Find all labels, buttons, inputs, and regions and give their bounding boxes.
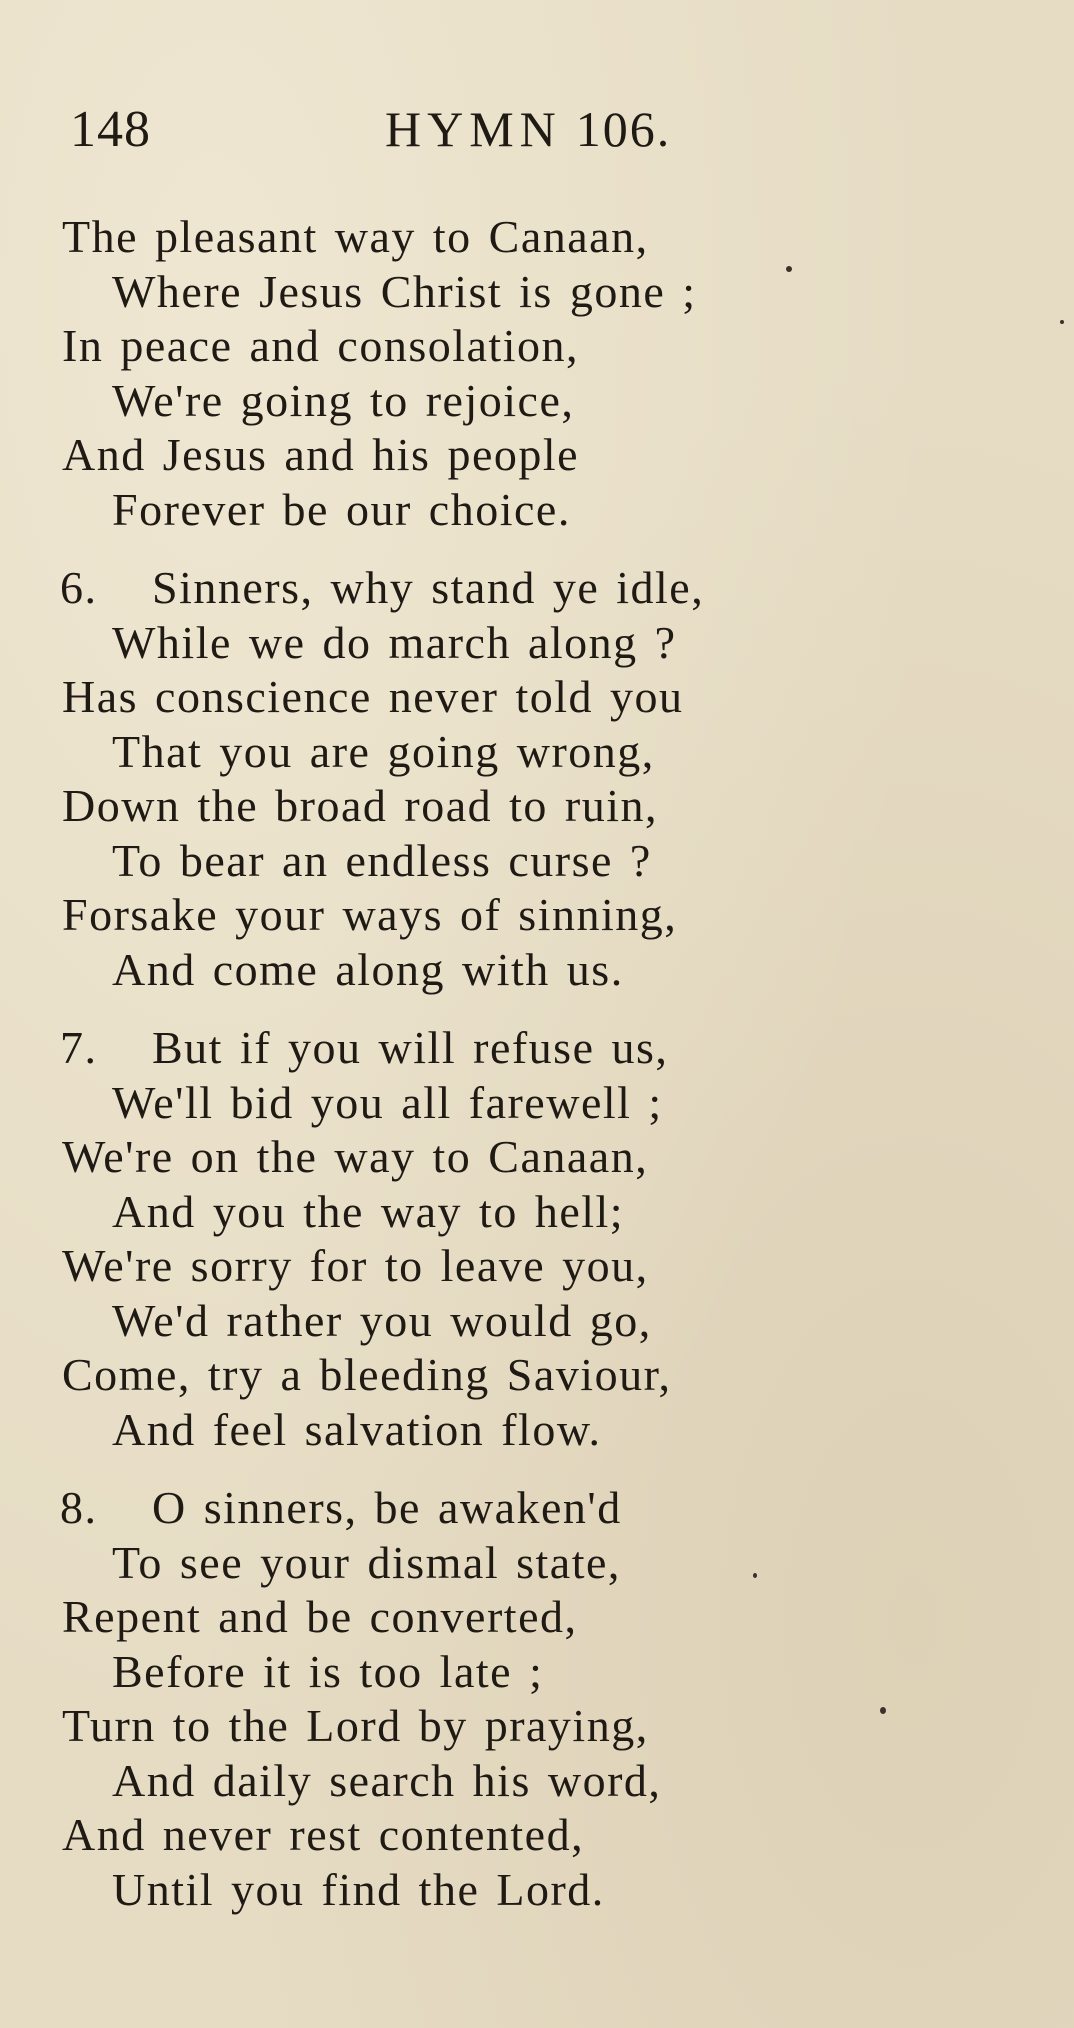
hymn-number: 106. xyxy=(575,101,672,157)
stanza-7 xyxy=(0,1021,1074,1457)
stanza-8 xyxy=(0,1481,1074,1917)
verse-line: And daily search his word, xyxy=(112,1754,662,1806)
hymn-heading xyxy=(385,100,671,158)
page-header xyxy=(70,100,690,170)
verse-line: The pleasant way to Canaan, xyxy=(62,211,649,262)
ink-speck xyxy=(753,1573,757,1578)
stanza-number: 7. xyxy=(60,1022,98,1073)
verse-line: And feel salvation flow. xyxy=(112,1403,602,1455)
hymn-body xyxy=(0,210,1074,1941)
verse-line: Repent and be converted, xyxy=(62,1591,578,1642)
verse-line: 8. O sinners, be awaken'd xyxy=(0,1481,1074,1536)
verse-line: We'll bid you all farewell ; xyxy=(112,1076,663,1128)
ink-speck xyxy=(1060,320,1064,324)
verse-line: And you the way to hell; xyxy=(112,1185,625,1237)
ink-speck xyxy=(880,1707,886,1714)
verse-line: We're on the way to Canaan, xyxy=(62,1131,649,1182)
verse-line: We're sorry for to leave you, xyxy=(62,1240,649,1291)
stanza-continued xyxy=(0,210,1074,537)
verse-line: And never rest contented, xyxy=(62,1809,585,1860)
verse-line: Down the broad road to ruin, xyxy=(62,780,658,831)
verse-line: Turn to the Lord by praying, xyxy=(62,1700,649,1751)
verse-line: We'd rather you would go, xyxy=(112,1294,652,1346)
verse-line: Forever be our choice. xyxy=(112,483,571,535)
page-number: 148 xyxy=(70,101,151,158)
verse-line: To see your dismal state, xyxy=(112,1536,621,1588)
verse-line: Come, try a bleeding Saviour, xyxy=(62,1349,672,1400)
verse-line: And come along with us. xyxy=(112,943,624,995)
verse-line: That you are going wrong, xyxy=(112,725,655,777)
verse-line: 7. But if you will refuse us, xyxy=(0,1021,1074,1076)
verse-line: Has conscience never told you xyxy=(62,671,684,722)
stanza-number: 6. xyxy=(60,562,98,613)
verse-line: To bear an endless curse ? xyxy=(112,834,652,886)
verse-line: We're going to rejoice, xyxy=(112,374,575,426)
stanza-6 xyxy=(0,561,1074,997)
verse-line: In peace and consolation, xyxy=(62,320,579,371)
verse-line: While we do march along ? xyxy=(112,616,677,668)
stanza-number: 8. xyxy=(60,1482,98,1533)
verse-line: And Jesus and his people xyxy=(62,429,580,480)
verse-line: 6. Sinners, why stand ye idle, xyxy=(0,561,1074,616)
verse-line: Forsake your ways of sinning, xyxy=(62,889,678,940)
hymn-title: HYMN xyxy=(385,101,562,157)
verse-line: Until you find the Lord. xyxy=(112,1863,605,1915)
verse-line: Before it is too late ; xyxy=(112,1645,544,1697)
ink-speck xyxy=(786,266,792,272)
verse-line: Where Jesus Christ is gone ; xyxy=(112,265,697,317)
